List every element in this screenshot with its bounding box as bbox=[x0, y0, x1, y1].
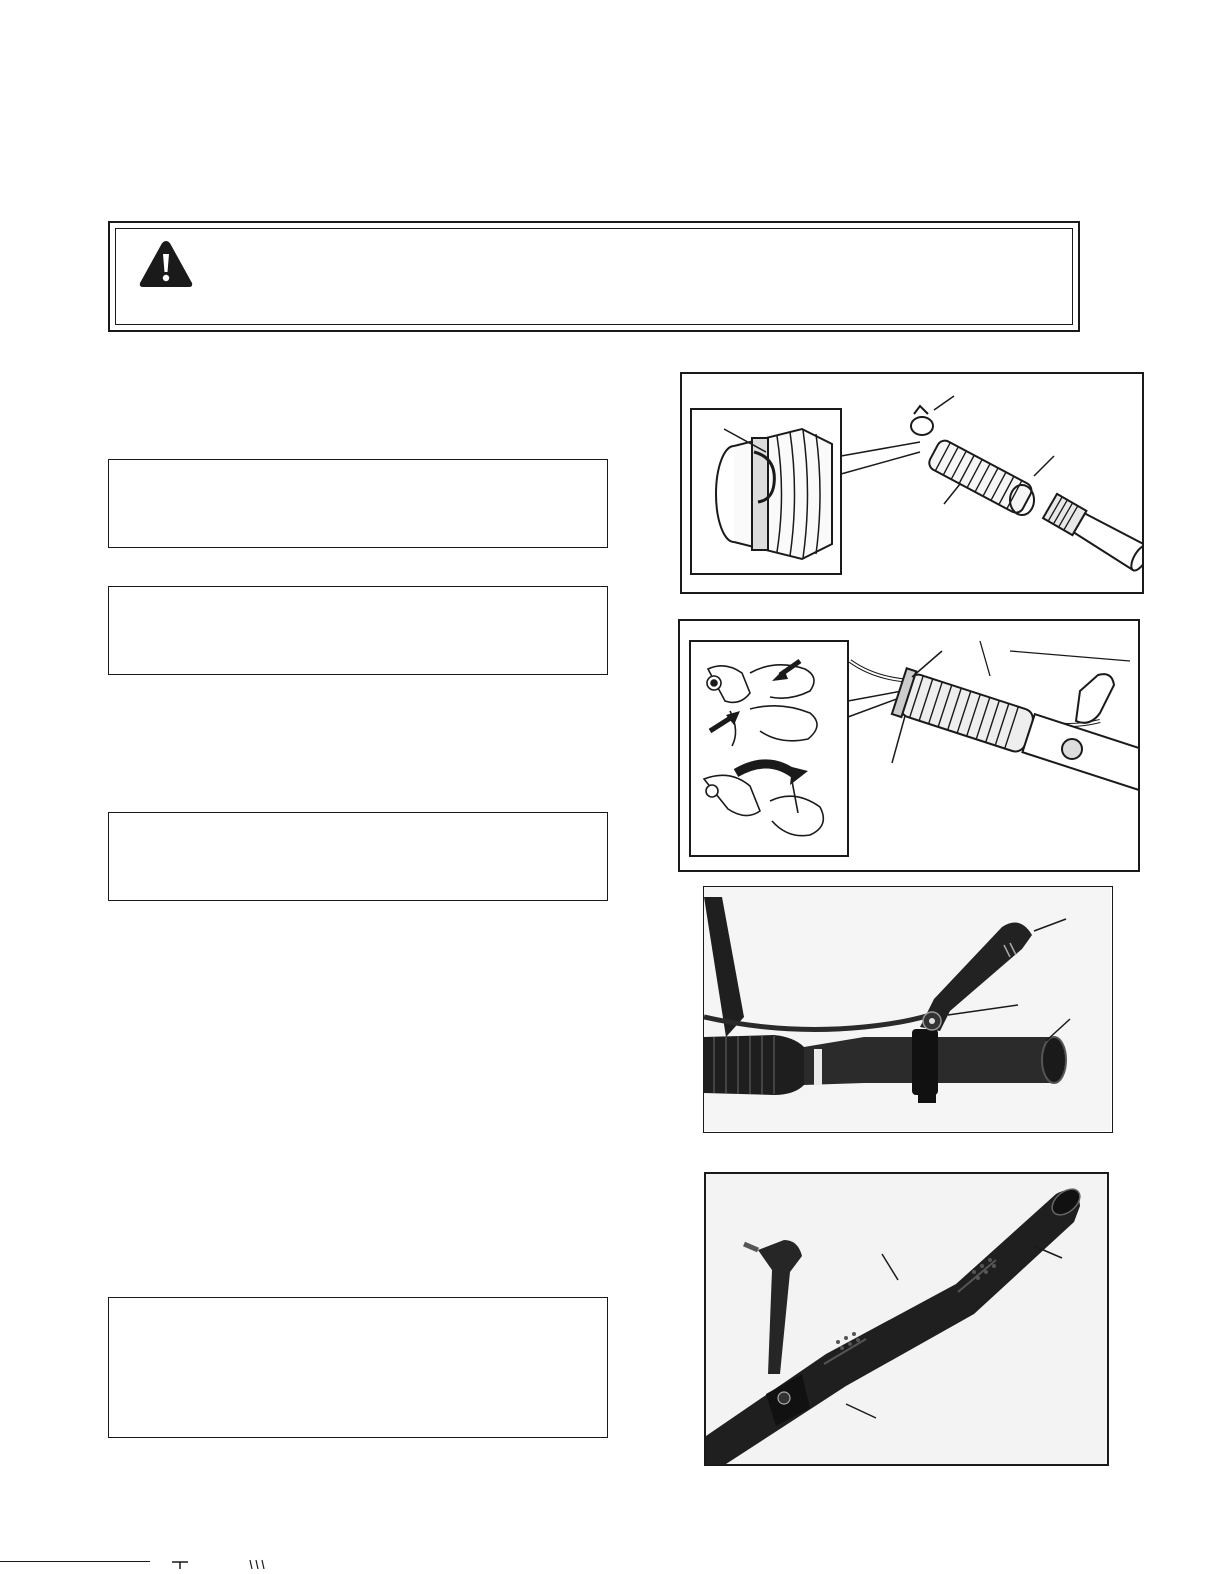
warning-box-inner-border bbox=[115, 228, 1073, 325]
footer-marks bbox=[170, 1556, 290, 1567]
note-box-2 bbox=[108, 586, 608, 675]
figure-assembled-tube-photo bbox=[704, 1172, 1109, 1466]
note-box-4 bbox=[108, 1297, 608, 1438]
figure-blower-tube-exploded bbox=[680, 372, 1144, 594]
warning-triangle-icon bbox=[138, 239, 194, 289]
footer-rule bbox=[0, 1561, 150, 1562]
figure-handle-photo bbox=[703, 886, 1113, 1133]
note-box-1 bbox=[108, 459, 608, 548]
figure-cable-clamp bbox=[678, 619, 1140, 872]
note-box-3 bbox=[108, 812, 608, 901]
